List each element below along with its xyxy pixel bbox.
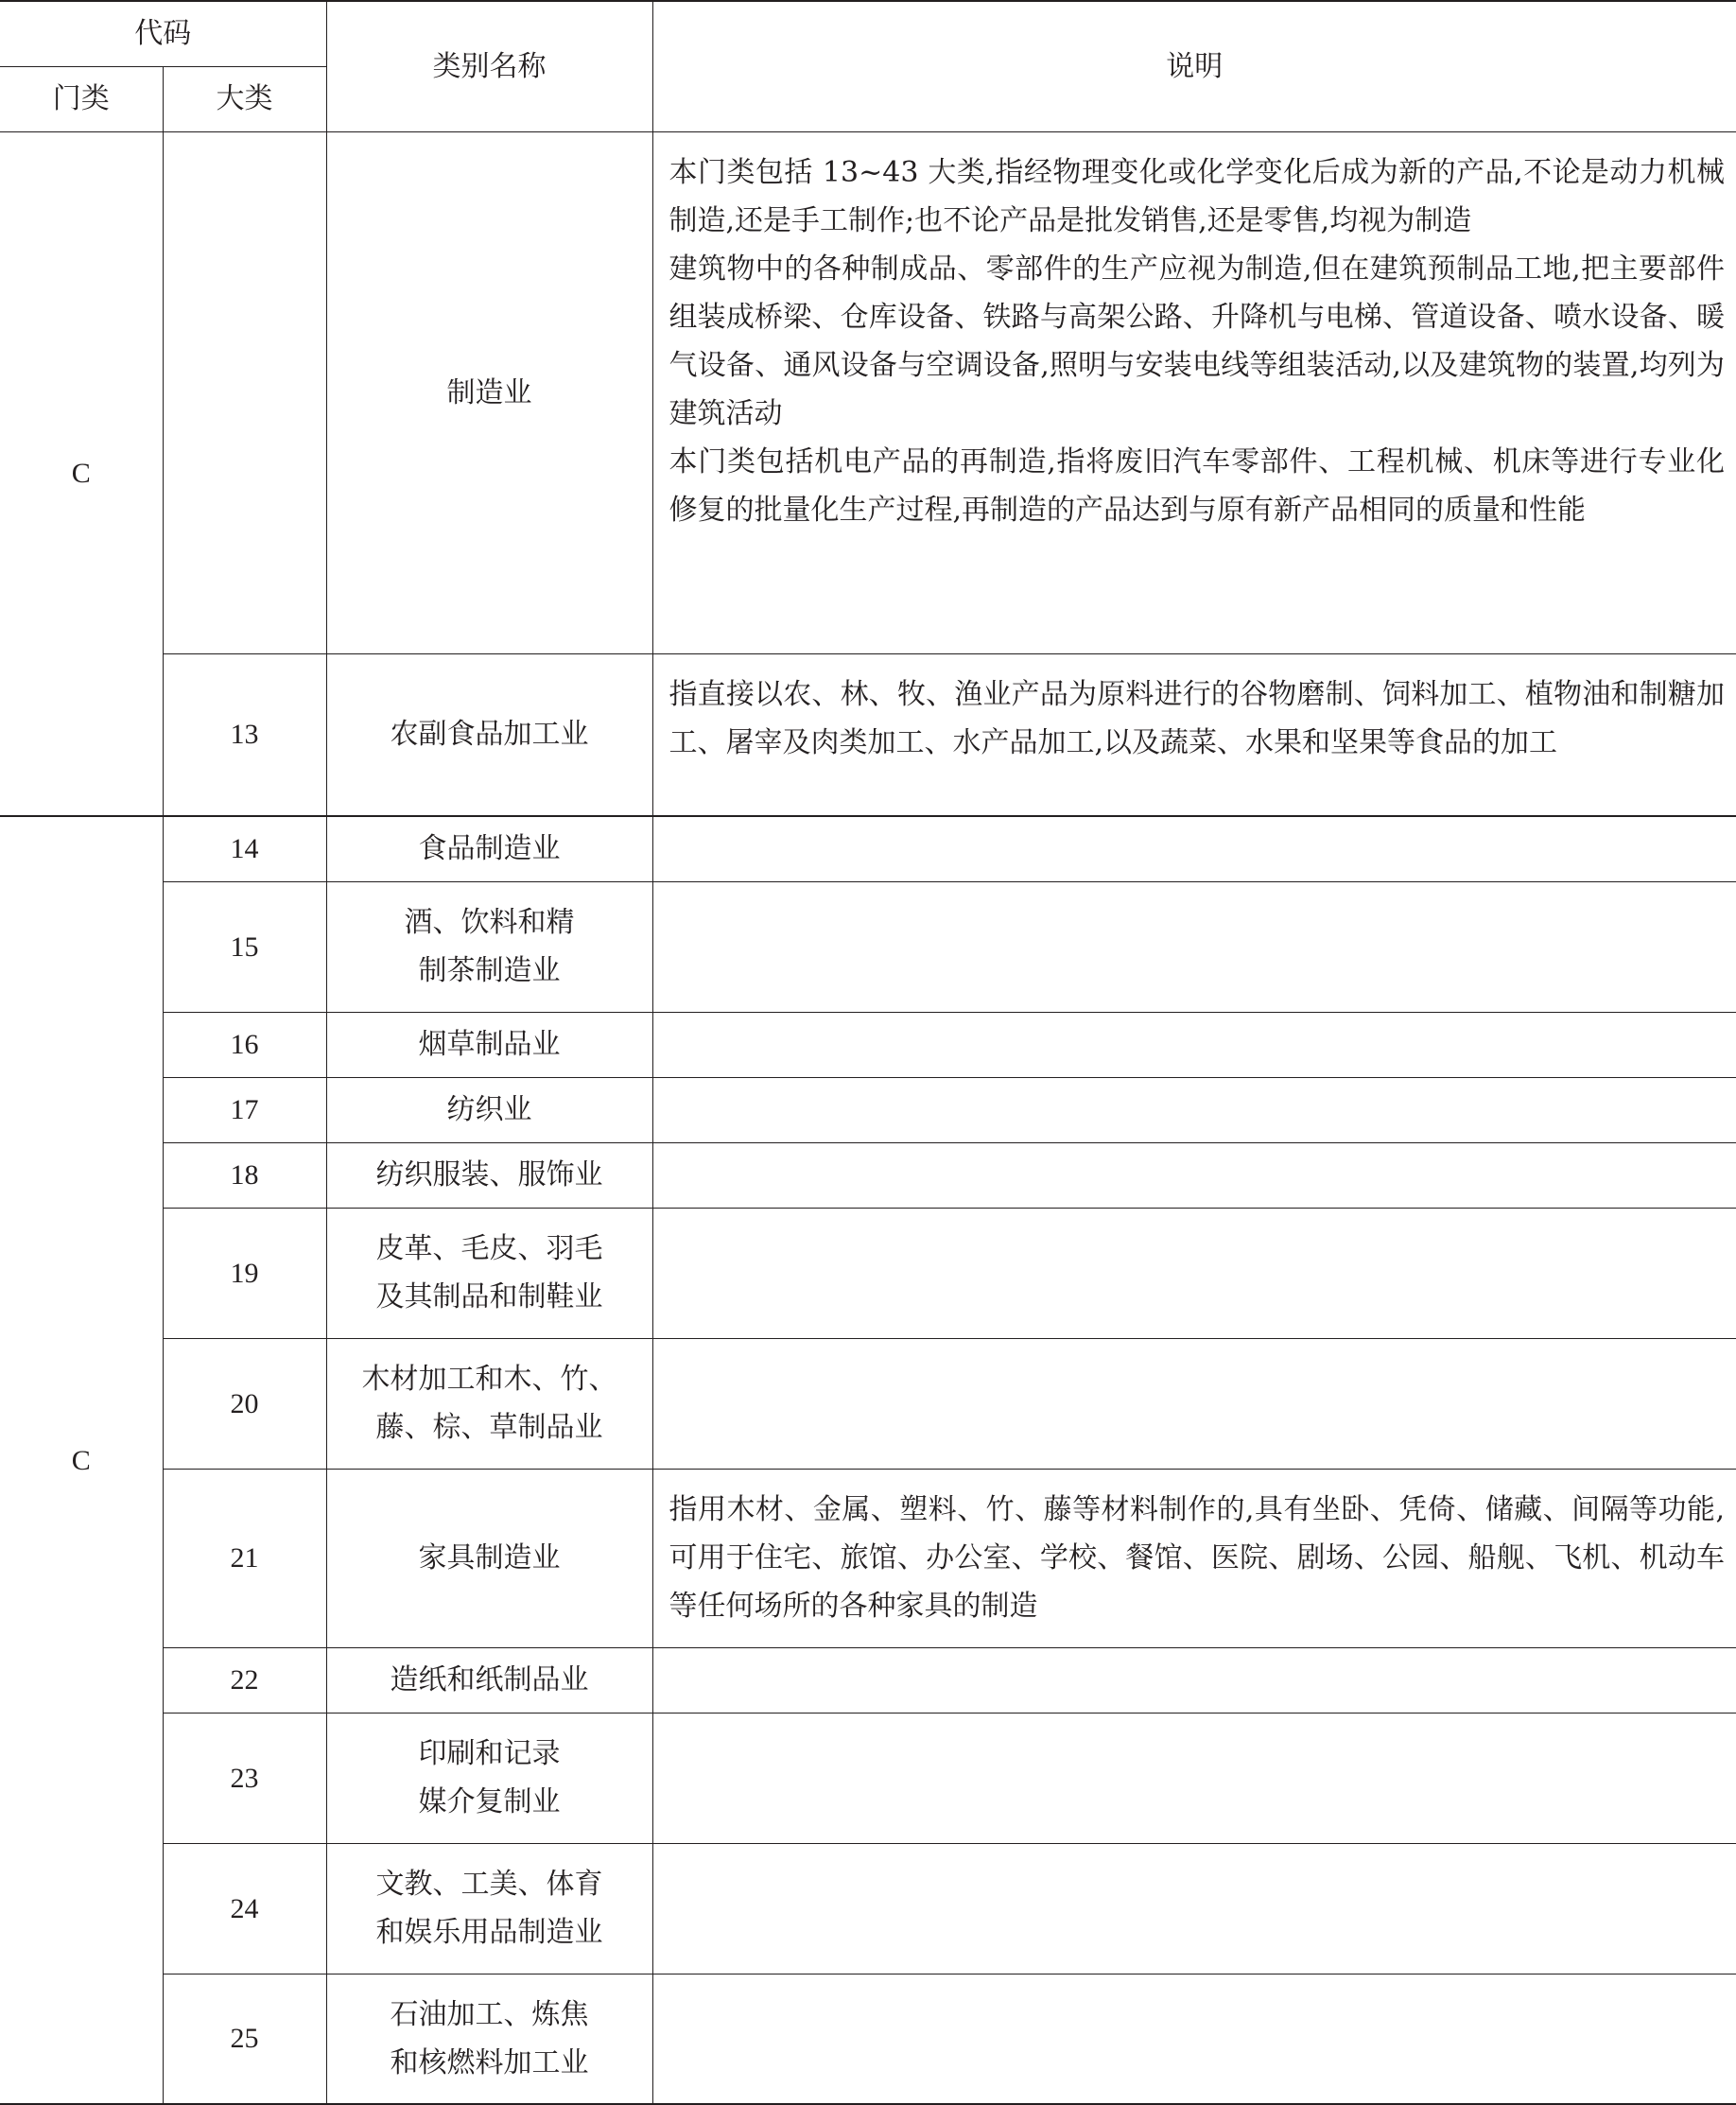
category-name-cell bbox=[326, 1974, 652, 2104]
category-name-line: 和娱乐用品制造业 bbox=[375, 1916, 603, 1949]
table-row bbox=[0, 1843, 1736, 1974]
header-row bbox=[0, 1, 1736, 66]
category-name-line: 文教、工美、体育 bbox=[375, 1868, 603, 1901]
division-code-cell: 14 bbox=[163, 816, 326, 881]
note-paragraph: 本门类包括机电产品的再制造,指将废旧汽车零部件、工程机械、机床等进行专业化修复的批量化生产过程,再制造的产品达到与原有新产品相同的质量和性能 bbox=[668, 444, 1725, 527]
category-name-cell bbox=[326, 816, 652, 881]
note-cell bbox=[652, 881, 1736, 1012]
category-name-cell bbox=[326, 1647, 652, 1713]
category-name-cell bbox=[326, 1077, 652, 1142]
note-paragraph: 本门类包括 13~43 大类,指经物理变化或化学变化后成为新的产品,不论是动力机械制造,还是手工制作;也不论产品是批发销售,还是零售,均视为制造 bbox=[668, 155, 1725, 237]
note-paragraph: 建筑物中的各种制成品、零部件的生产应视为制造,但在建筑预制品工地,把主要部件组装成桥梁、仓库设备、铁路与高架公路、升降机与电梯、管道设备、喷水设备、暖气设备、通风设备与空调设备,照明与安装电线等组装活动,以及建筑物的装置,均列为建筑活动 bbox=[668, 252, 1725, 430]
note-cell bbox=[652, 1338, 1736, 1469]
division-code-cell: 23 bbox=[163, 1713, 326, 1843]
note-cell bbox=[652, 1208, 1736, 1338]
note-cell bbox=[652, 1843, 1736, 1974]
table-row bbox=[0, 1077, 1736, 1142]
header-note: 说明 bbox=[652, 1, 1736, 131]
table-row bbox=[0, 1469, 1736, 1647]
category-name-line: 印刷和记录 bbox=[418, 1737, 561, 1770]
category-name-line: 造纸和纸制品业 bbox=[390, 1663, 589, 1696]
category-name-line: 纺织业 bbox=[446, 1093, 532, 1126]
section-code-cell: C bbox=[0, 816, 163, 2104]
table-row bbox=[0, 1974, 1736, 2104]
division-code-cell: 15 bbox=[163, 881, 326, 1012]
note-cell bbox=[652, 1142, 1736, 1208]
table-row bbox=[0, 881, 1736, 1012]
table-row bbox=[0, 816, 1736, 881]
division-code-cell: 25 bbox=[163, 1974, 326, 2104]
category-name-cell bbox=[326, 881, 652, 1012]
division-code-cell bbox=[163, 131, 326, 653]
category-name-line: 及其制品和制鞋业 bbox=[375, 1280, 603, 1313]
category-name-line: 藤、棕、草制品业 bbox=[375, 1411, 603, 1444]
division-code-cell: 17 bbox=[163, 1077, 326, 1142]
table-row bbox=[0, 1142, 1736, 1208]
division-code-cell: 20 bbox=[163, 1338, 326, 1469]
note-cell bbox=[652, 1974, 1736, 2104]
category-name-cell: 制造业 bbox=[326, 131, 652, 653]
category-name-line: 纺织服装、服饰业 bbox=[375, 1158, 603, 1192]
category-name-line: 家具制造业 bbox=[418, 1541, 561, 1574]
table-row bbox=[0, 1338, 1736, 1469]
note-cell bbox=[652, 1012, 1736, 1077]
table-row bbox=[0, 1647, 1736, 1713]
category-name-cell bbox=[326, 1713, 652, 1843]
table-row bbox=[0, 1713, 1736, 1843]
category-name-line: 石油加工、炼焦 bbox=[390, 1997, 589, 2031]
category-name-line: 木材加工和木、竹、 bbox=[361, 1363, 617, 1396]
table-row bbox=[0, 653, 1736, 816]
table-row bbox=[0, 1208, 1736, 1338]
category-name-line: 和核燃料加工业 bbox=[390, 2045, 589, 2079]
category-name-cell: 农副食品加工业 bbox=[326, 653, 652, 816]
note-cell bbox=[652, 1077, 1736, 1142]
category-name-line: 酒、饮料和精 bbox=[404, 906, 575, 939]
category-name-cell bbox=[326, 1338, 652, 1469]
header-section: 门类 bbox=[0, 66, 163, 131]
table-row bbox=[0, 1012, 1736, 1077]
category-name-line: 媒介复制业 bbox=[418, 1785, 561, 1818]
note-cell: 指直接以农、林、牧、渔业产品为原料进行的谷物磨制、饲料加工、植物油和制糖加工、屠宰及肉类加工、水产品加工,以及蔬菜、水果和坚果等食品的加工 bbox=[652, 653, 1736, 816]
header-division: 大类 bbox=[163, 66, 326, 131]
category-name-line: 制茶制造业 bbox=[418, 954, 561, 987]
note-cell bbox=[652, 1713, 1736, 1843]
header-category-name: 类别名称 bbox=[326, 1, 652, 131]
category-name-line: 烟草制品业 bbox=[418, 1028, 561, 1061]
note-cell: 指用木材、金属、塑料、竹、藤等材料制作的,具有坐卧、凭倚、储藏、间隔等功能,可用于住宅、旅馆、办公室、学校、餐馆、医院、剧场、公园、船舰、飞机、机动车等任何场所的各种家具的制造 bbox=[652, 1469, 1736, 1647]
header-code: 代码 bbox=[0, 1, 326, 66]
note-cell bbox=[652, 816, 1736, 881]
category-name-cell bbox=[326, 1142, 652, 1208]
division-code-cell: 19 bbox=[163, 1208, 326, 1338]
section-code-cell: C bbox=[0, 131, 163, 816]
division-code-cell: 18 bbox=[163, 1142, 326, 1208]
category-name-line: 皮革、毛皮、羽毛 bbox=[375, 1232, 603, 1265]
note-cell bbox=[652, 1647, 1736, 1713]
table-row bbox=[0, 131, 1736, 653]
division-code-cell: 13 bbox=[163, 653, 326, 816]
category-name-cell bbox=[326, 1843, 652, 1974]
division-code-cell: 24 bbox=[163, 1843, 326, 1974]
division-code-cell: 22 bbox=[163, 1647, 326, 1713]
division-code-cell: 21 bbox=[163, 1469, 326, 1647]
category-name-cell bbox=[326, 1469, 652, 1647]
category-name-line: 食品制造业 bbox=[418, 832, 561, 866]
category-name-cell bbox=[326, 1208, 652, 1338]
note-cell bbox=[652, 131, 1736, 653]
category-name-cell bbox=[326, 1012, 652, 1077]
division-code-cell: 16 bbox=[163, 1012, 326, 1077]
